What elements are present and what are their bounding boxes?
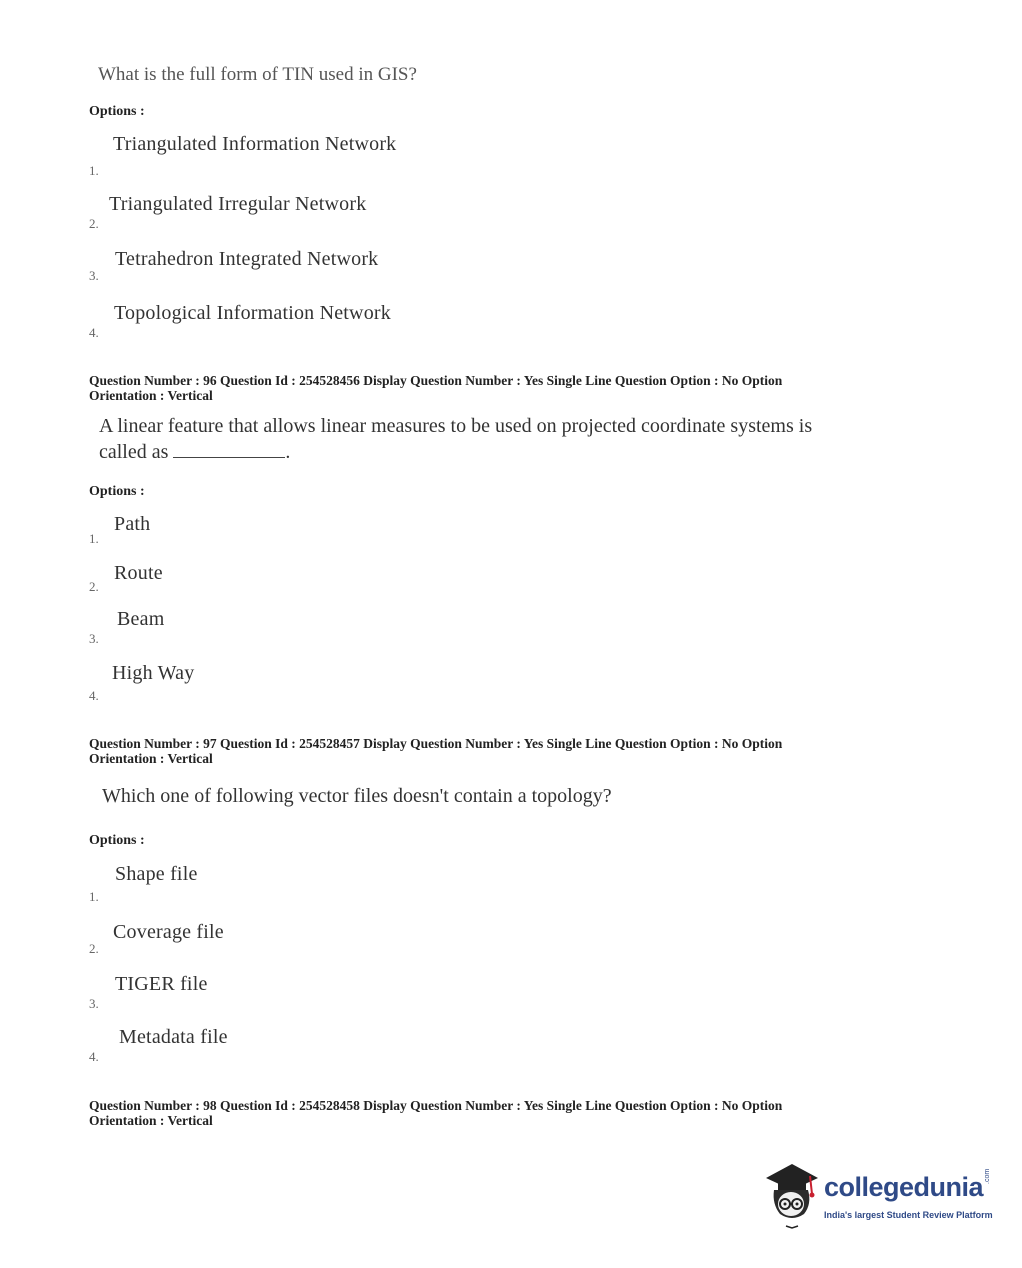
collegedunia-logo [762,1160,992,1230]
option-number: 1. [89,889,99,904]
question-meta [89,373,782,403]
option-text: Route [114,562,163,584]
option-number: 2. [89,579,99,594]
option-text: TIGER file [115,973,208,995]
question-meta-line: Orientation : Vertical [89,1113,213,1128]
question-meta [89,1098,782,1128]
options-heading: Options : [89,833,145,848]
option-text: Beam [117,608,165,630]
option-number: 3. [89,996,99,1011]
option-number: 3. [89,268,99,283]
option-number: 2. [89,941,99,956]
options-heading: Options : [89,104,145,119]
logo-brand-text: collegedunia [824,1172,984,1202]
question-meta-line: Question Number : 97 Question Id : 254528457 Display Question Number : Yes Single Line Question Option : No Option [89,736,783,751]
question-line-prefix: called as [99,441,169,463]
option-text: Shape file [115,863,198,885]
question-text [99,413,909,465]
option-number: 3. [89,631,99,646]
partial-question-text: What is the full form of TIN used in GIS? [98,64,417,80]
option-text: Metadata file [119,1026,228,1048]
option-number: 2. [89,216,99,231]
option-number: 1. [89,163,99,178]
logo-tagline: India's largest Student Review Platform [824,1210,993,1220]
question-meta-line: Orientation : Vertical [89,751,213,766]
logo-domain-suffix: .com [984,1168,991,1184]
question-meta-line: Orientation : Vertical [89,388,213,403]
question-text: Which one of following vector files doesn't contain a topology? [102,785,612,807]
option-text: Triangulated Irregular Network [109,193,367,215]
mascot-icon [762,1160,822,1230]
question-line: A linear feature that allows linear measures to be used on projected coordinate systems is [99,415,813,437]
option-text: Path [114,513,151,535]
question-meta-line: Question Number : 96 Question Id : 254528456 Display Question Number : Yes Single Line Question Option : No Option [89,373,783,388]
question-meta [89,736,782,766]
option-text: Topological Information Network [114,302,391,324]
option-number: 4. [89,688,99,703]
option-text: Coverage file [113,921,224,943]
question-meta-line: Question Number : 98 Question Id : 254528458 Display Question Number : Yes Single Line Question Option : No Option [89,1098,783,1113]
option-text: Tetrahedron Integrated Network [115,248,379,270]
option-text: High Way [112,662,195,684]
option-number: 4. [89,325,99,340]
question-line [99,439,909,465]
fill-in-blank [173,441,285,458]
option-number: 1. [89,531,99,546]
option-number: 4. [89,1049,99,1064]
question-line-suffix: . [285,441,291,463]
options-heading: Options : [89,484,145,499]
option-text: Triangulated Information Network [113,133,397,155]
